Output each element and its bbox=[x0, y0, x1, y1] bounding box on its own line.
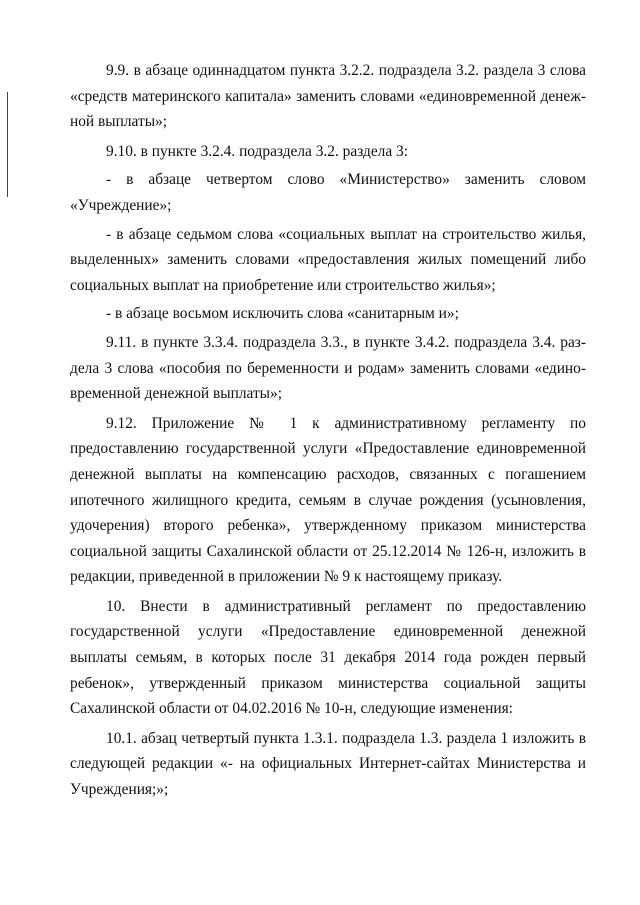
document-body bbox=[70, 58, 586, 807]
paragraph-10-1: 10.1. абзац четвертый пункта 1.3.1. подраздела 1.3. раздела 1 изложить в следующей редакции «- на официальных Интернет-сайтах Министерства и Учреждения;»; bbox=[70, 729, 586, 799]
paragraph-10: 10. Внести в административный регламент по предоставлению государственной услуги «Предоставление единовременной денежной выплаты семьям, в которых после 31 декабря 2014 года рожден первый ребенок», утвержденный приказом министерства социальной защиты Сахалинской области от 04.02.2016 № 10-н, следующие изменения: bbox=[70, 597, 586, 718]
paragraph-9-10-item-1: - в абзаце четвертом слово «Министерство» заменить словом «Учреждение»; bbox=[70, 171, 586, 214]
paragraph-9-10-item-3: - в абзаце восьмом исключить слова «санитарным и»; bbox=[106, 305, 459, 323]
paragraph-9-11: 9.11. в пункте 3.3.4. подраздела 3.3., в пункте 3.4.2. подраздела 3.4. раздела 3 слова «пособия по беременности и родам» заменить словами «единовременной денежной выплаты»; bbox=[70, 333, 586, 403]
scan-edge-mark bbox=[7, 92, 8, 197]
paragraph-9-10: 9.10. в пункте 3.2.4. подраздела 3.2. раздела 3: bbox=[106, 142, 408, 160]
paragraph-9-10-item-2: - в абзаце седьмом слова «социальных выплат на строительство жилья, выделенных» заменить словами «предоставления жилых помещений либо социальных выплат на приобретение или строительство жилья»; bbox=[70, 225, 586, 294]
scan-noise bbox=[372, 14, 402, 20]
paragraph-9-12: 9.12. Приложение № 1 к административному регламенту по предоставлению государственной услуги «Предоставление единовременной денежной выплаты на компенсацию расходов, связанных с погашением ипотечного жилищного кредита, семьям в случае рождения (усыновления, удочерения) второго ребенка», утвержденному приказом министерства социальной защиты Сахалинской области от 25.12.2014 № 126-н, изложить в редакции, приведенной в приложении № 9 к настоящему приказу. bbox=[70, 414, 586, 586]
paragraph-9-9: 9.9. в абзаце одиннадцатом пункта 3.2.2. подраздела 3.2. раздела 3 слова «средств материнского капитала» заменить словами «единовременной денежной выплаты»; bbox=[70, 62, 586, 131]
